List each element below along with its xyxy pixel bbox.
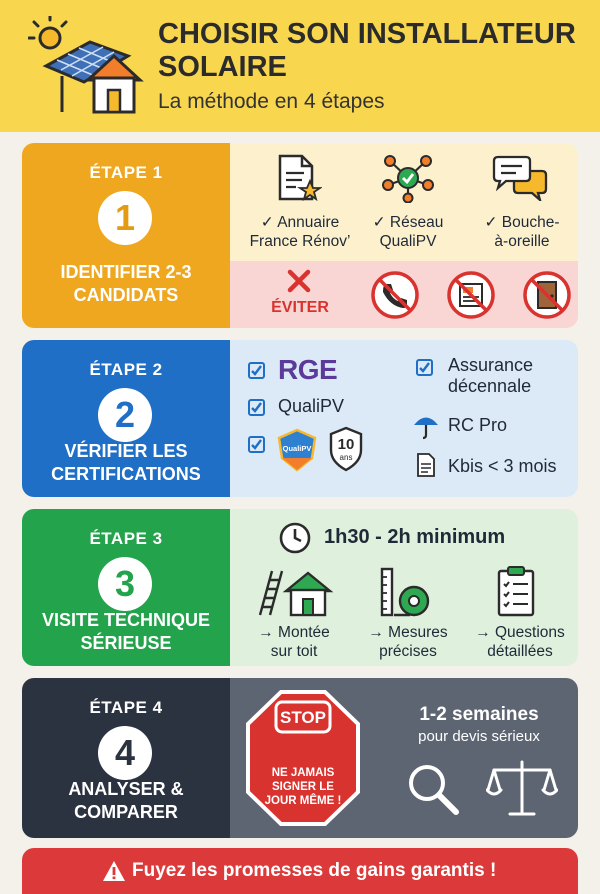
rge-logo-text: RGE (278, 354, 338, 385)
page-title: CHOISIR SON INSTALLATEUR SOLAIRE (158, 18, 576, 83)
qualipv-label: QualiPV (278, 396, 345, 416)
step-2-title: VÉRIFIER LES CERTIFICATIONS (51, 441, 201, 484)
warning-triangle-icon (102, 860, 126, 882)
step-1-content (230, 143, 578, 328)
checkbox-icon (416, 359, 433, 376)
source-2-line2: QualiPV (379, 233, 437, 250)
checkbox-icon (248, 399, 265, 416)
step-4-number: 4 (98, 726, 152, 780)
warning-text: Fuyez les promesses de gains garantis ! (132, 860, 497, 881)
check-3-line2: détaillées (487, 643, 553, 660)
source-3-line2: à-oreille (494, 233, 550, 250)
step-1-title: IDENTIFIER 2-3 CANDIDATS (60, 262, 192, 305)
step-3-header (22, 509, 230, 666)
check-2-line2: précises (379, 643, 437, 660)
step-2-content (230, 340, 578, 497)
delay-text: 1-2 semaines (419, 704, 539, 725)
step-2-number: 2 (98, 388, 152, 442)
step-2-card (22, 340, 578, 497)
stop-line3: JOUR MÊME ! (264, 795, 342, 807)
source-1-line1: ✓ Annuaire (260, 214, 340, 231)
stop-line1: NE JAMAIS (271, 767, 335, 779)
check-3-line1: → Questions (475, 624, 565, 641)
document-icon (416, 453, 436, 477)
page-subtitle: La méthode en 4 étapes (158, 90, 385, 113)
step-3-title: VISITE TECHNIQUE SÉRIEUSE (41, 610, 211, 653)
step-1-sources (230, 143, 578, 261)
step-4-title: ANALYSER & COMPARER (68, 779, 184, 822)
step-3-number: 3 (98, 557, 152, 611)
checkbox-icon (248, 362, 265, 379)
stop-label: STOP (280, 708, 326, 727)
qualipv-badge-text: QualiPV (282, 444, 312, 453)
check-1-line1: → Montée (258, 624, 330, 641)
stop-line2: SIGNER LE (272, 781, 334, 793)
network-check-icon (382, 153, 434, 203)
step-2-header (22, 340, 230, 497)
step-4-header (22, 678, 230, 838)
delay-subtext: pour devis sérieux (418, 728, 540, 745)
assurance-line2: décennale (448, 376, 532, 396)
no-phone-call-icon (370, 270, 420, 320)
umbrella-icon (412, 412, 440, 440)
measure-tape-icon (380, 567, 432, 617)
clipboard-checklist-icon (496, 565, 536, 617)
step-1-number: 1 (98, 191, 152, 245)
step-4-label: ÉTAPE 4 (89, 698, 163, 717)
step-1-header (22, 143, 230, 328)
no-flyer-icon (446, 270, 496, 320)
ten-years-unit: ans (339, 453, 353, 462)
step-1-card (22, 143, 578, 328)
avoid-label: ÉVITER (271, 299, 329, 316)
cross-icon (286, 268, 312, 294)
header-banner (0, 0, 600, 132)
ladder-roof-icon (256, 567, 334, 617)
visit-duration: 1h30 - 2h minimum (324, 526, 506, 548)
certificate-document-icon (272, 153, 322, 203)
checkbox-icon (248, 436, 265, 453)
source-2-line1: ✓ Réseau (372, 214, 444, 231)
source-3-line1: ✓ Bouche- (484, 214, 560, 231)
step-2-label: ÉTAPE 2 (89, 360, 163, 379)
ten-years-number: 10 (337, 436, 355, 453)
step-3-label: ÉTAPE 3 (89, 529, 163, 548)
check-2-line1: → Mesures (368, 624, 448, 641)
balance-scale-icon (486, 758, 558, 818)
assurance-line1: Assurance (448, 355, 534, 375)
warning-banner (22, 848, 578, 894)
kbis-label: Kbis < 3 mois (448, 456, 557, 476)
chat-bubbles-icon (492, 155, 548, 201)
step-4-card (22, 678, 578, 838)
check-1-line2: sur toit (270, 643, 318, 660)
step-3-content (230, 509, 578, 666)
source-1-line2: France Rénov’ (249, 233, 351, 250)
step-1-avoid (230, 261, 578, 328)
no-door-to-door-icon (522, 270, 572, 320)
magnifier-icon (404, 760, 462, 818)
step-1-label: ÉTAPE 1 (89, 163, 163, 182)
step-3-card (22, 509, 578, 666)
step-4-content (230, 678, 578, 838)
rc-pro-label: RC Pro (448, 415, 508, 435)
solar-house-icon (28, 16, 146, 116)
clock-icon (278, 521, 312, 555)
